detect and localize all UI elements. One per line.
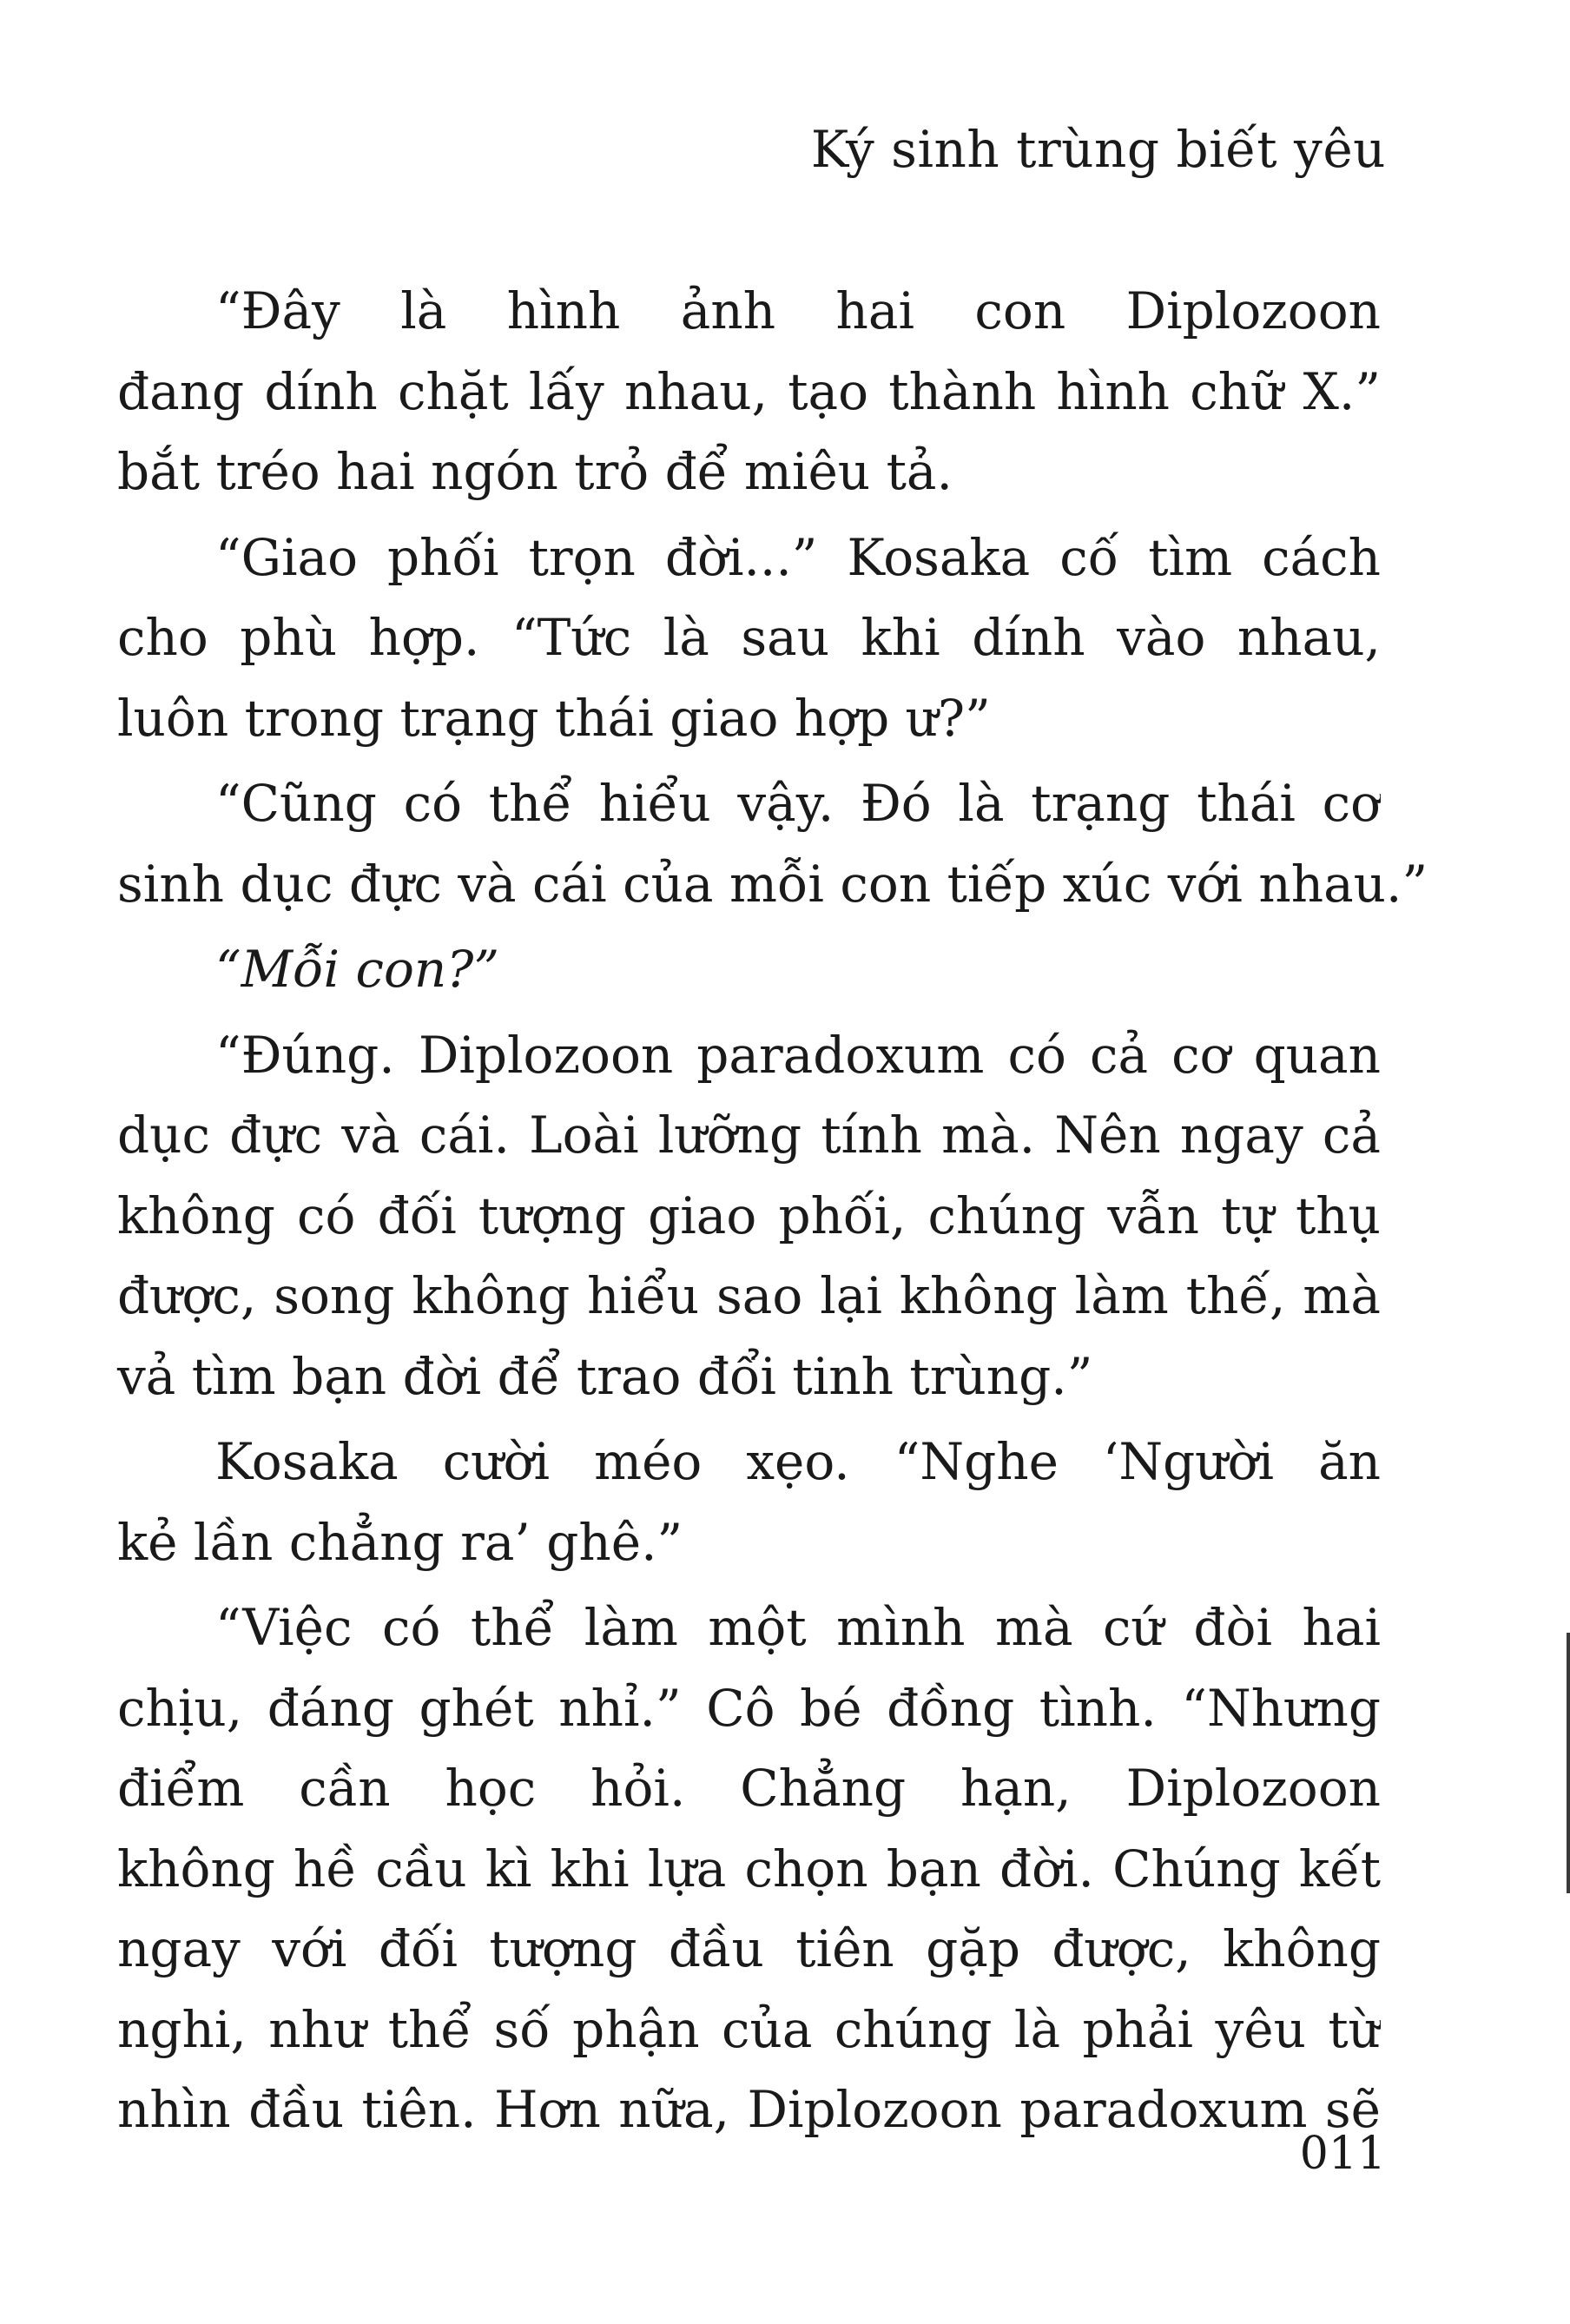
text-line: dục đực và cái. Loài lưỡng tính mà. Nên ngay cả xyxy=(117,1106,1381,1165)
text-line: điểm cần học hỏi. Chẳng hạn, Diplozoon xyxy=(117,1759,1381,1818)
text-line: đang dính chặt lấy nhau, tạo thành hình chữ X.” xyxy=(117,361,1381,421)
text-line: không hề cầu kì khi lựa chọn bạn đời. Chúng kết xyxy=(117,1839,1381,1898)
text-line: luôn trong trạng thái giao hợp ư?” xyxy=(117,688,991,748)
page-edge-shadow xyxy=(1567,1633,1570,1893)
text-line: “Việc có thể làm một mình mà cứ đòi hai xyxy=(215,1598,1381,1657)
text-line: nhìn đầu tiên. Hơn nữa, Diplozoon paradoxum sẽ xyxy=(117,2080,1381,2139)
running-title: Ký sinh trùng biết yêu xyxy=(810,120,1386,179)
text-line: sinh dục đực và cái của mỗi con tiếp xúc với nhau.” xyxy=(117,854,1428,914)
text-line: chịu, đáng ghét nhỉ.” Cô bé đồng tình. “Nhưng xyxy=(117,1678,1381,1738)
text-line: Kosaka cười méo xẹo. “Nghe ‘Người ăn xyxy=(215,1432,1381,1491)
text-line: cho phù hợp. “Tức là sau khi dính vào nhau, xyxy=(117,608,1381,667)
text-line: “Cũng có thể hiểu vậy. Đó là trạng thái cơ xyxy=(215,774,1381,833)
body-text xyxy=(117,271,1428,2150)
text-line: “Mỗi con?” xyxy=(215,940,500,999)
text-line: “Đây là hình ảnh hai con Diplozoon xyxy=(215,281,1381,340)
text-line: “Đúng. Diplozoon paradoxum có cả cơ quan xyxy=(215,1025,1381,1085)
text-line: vả tìm bạn đời để trao đổi tinh trùng.” xyxy=(117,1346,1093,1406)
text-line: được, song không hiểu sao lại không làm thế, mà xyxy=(117,1266,1381,1325)
text-line: nghi, như thể số phận của chúng là phải yêu từ xyxy=(117,1999,1381,2059)
text-line: kẻ lần chẳng ra’ ghê.” xyxy=(117,1512,683,1572)
text-line: ngay với đối tượng đầu tiên gặp được, không xyxy=(117,1919,1381,1978)
text-line: bắt tréo hai ngón trỏ để miêu tả. xyxy=(117,442,953,501)
text-line: không có đối tượng giao phối, chúng vẫn tự thụ xyxy=(117,1185,1381,1245)
page-number: 011 xyxy=(1299,2128,1386,2180)
text-line: “Giao phối trọn đời...” Kosaka cố tìm cách xyxy=(215,527,1381,587)
